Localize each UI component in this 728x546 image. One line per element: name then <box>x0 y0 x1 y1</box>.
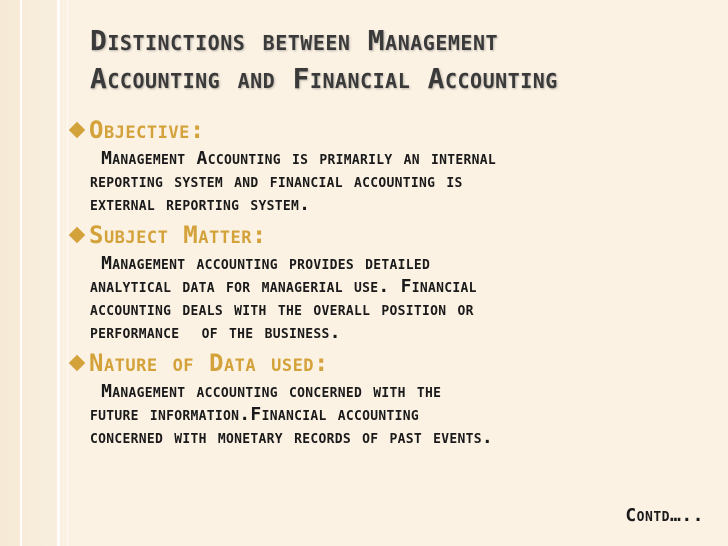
decorative-stripe <box>57 0 60 546</box>
section-body: Management Accounting is primarily an internal reporting system and financial accounting is external reporting system. <box>90 148 497 215</box>
diamond-bullet-icon <box>70 123 84 137</box>
slide-title-line-2: Accounting and Financial Accounting <box>90 62 558 95</box>
section-subject-matter <box>70 218 725 344</box>
section-body: Management accounting provides detailed analytical data for managerial use. Financial accounting deals with the overall position or performance of the business. <box>90 253 477 343</box>
section-body: Management accounting concerned with the future information.Financial accounting concerned with monetary records of past events. <box>90 381 494 448</box>
slide-content <box>70 113 725 451</box>
section-heading <box>70 218 725 252</box>
slide-title <box>90 22 720 98</box>
section-objective <box>70 113 725 216</box>
section-heading-label: Nature of Data used: <box>89 349 329 377</box>
diamond-bullet-icon <box>70 356 84 370</box>
decorative-stripe <box>67 0 68 546</box>
diamond-bullet-icon <box>70 228 84 242</box>
section-nature-of-data <box>70 346 725 449</box>
section-heading <box>70 113 725 147</box>
slide-title-line-1: Distinctions between Management <box>90 24 499 57</box>
decorative-left-band <box>0 0 62 546</box>
decorative-stripe <box>20 0 22 546</box>
continued-label: Contd….. <box>625 505 704 526</box>
section-heading-label: Subject Matter: <box>89 221 267 249</box>
section-heading-label: Objective: <box>89 116 205 144</box>
section-heading <box>70 346 725 380</box>
